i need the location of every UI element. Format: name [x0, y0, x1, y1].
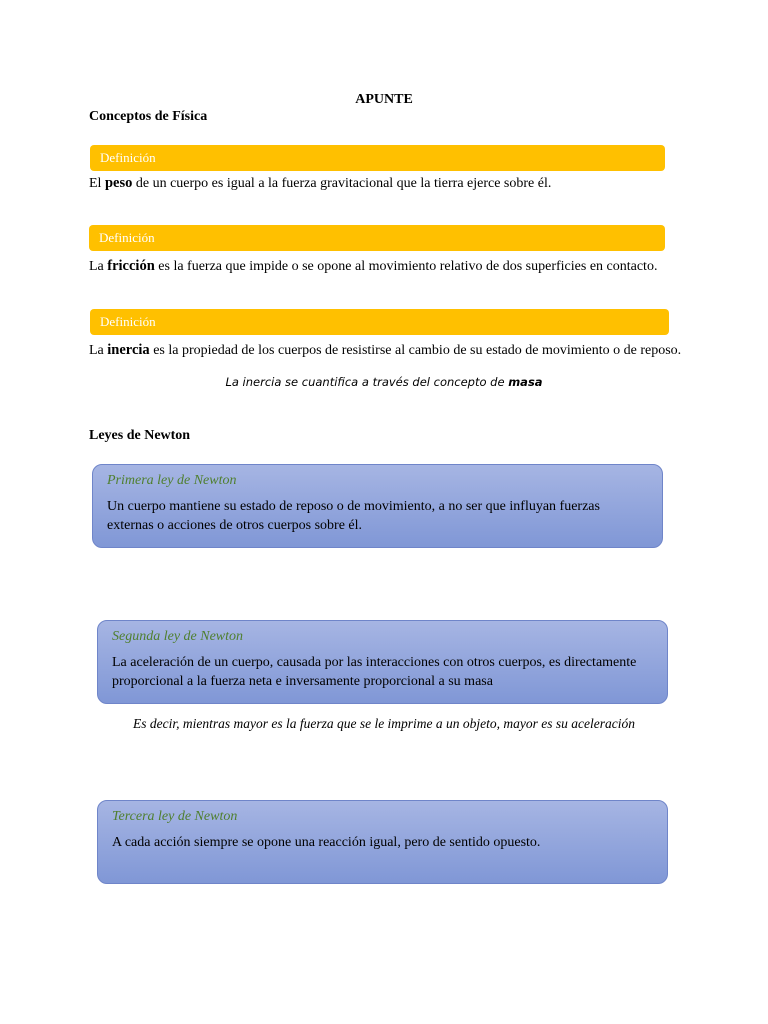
- law-box-first: [92, 464, 663, 548]
- document-title: APUNTE: [355, 92, 413, 107]
- law-body: La aceleración de un cuerpo, causada por las interacciones con otros cuerpos, es directamente proporcional a la fuerza neta e inversamente proporcional a su masa: [112, 655, 637, 689]
- definition-label: Definición: [99, 230, 155, 245]
- definition-bar: [89, 225, 665, 251]
- law-body: A cada acción siempre se opone una reacción igual, pero de sentido opuesto.: [112, 835, 541, 850]
- definition-rest: es la fuerza que impide o se opone al movimiento relativo de dos superficies en contacto.: [154, 259, 658, 274]
- law-body: Un cuerpo mantiene su estado de reposo o de movimiento, a no ser que influyan fuerzas externas o acciones de otros cuerpos sobre él.: [107, 499, 600, 533]
- section-heading-newton: Leyes de Newton: [89, 428, 191, 443]
- law-box-third: [97, 800, 668, 884]
- definition-bar: [90, 309, 669, 335]
- definition-prefix: La: [89, 259, 108, 274]
- inertia-note-text: La inercia se cuantifica a través del concepto de: [225, 375, 509, 389]
- definition-label: Definición: [100, 150, 156, 165]
- definition-prefix: El: [89, 176, 105, 191]
- definition-label: Definición: [100, 314, 156, 329]
- law-title: Segunda ley de Newton: [112, 629, 244, 644]
- inertia-note-term: masa: [508, 375, 543, 389]
- second-law-note: Es decir, mientras mayor es la fuerza que se le imprime a un objeto, mayor es su aceleración: [132, 716, 636, 731]
- law-box-second: [97, 620, 668, 704]
- section-heading-concepts: Conceptos de Física: [89, 109, 208, 124]
- law-title: Tercera ley de Newton: [112, 809, 238, 824]
- definition-text-peso: [89, 175, 551, 192]
- definition-bar: [90, 145, 665, 171]
- definition-text-friccion: [89, 258, 657, 275]
- definition-rest: de un cuerpo es igual a la fuerza gravitacional que la tierra ejerce sobre él.: [132, 176, 552, 191]
- definition-term: peso: [104, 175, 133, 191]
- definition-text-inercia: [89, 342, 681, 359]
- inertia-note: [0, 375, 768, 389]
- definition-term: inercia: [107, 342, 150, 358]
- definition-prefix: La: [89, 343, 108, 358]
- definition-rest: es la propiedad de los cuerpos de resistirse al cambio de su estado de movimiento o de reposo.: [149, 343, 682, 358]
- definition-term: fricción: [107, 258, 155, 274]
- law-title: Primera ley de Newton: [107, 473, 237, 488]
